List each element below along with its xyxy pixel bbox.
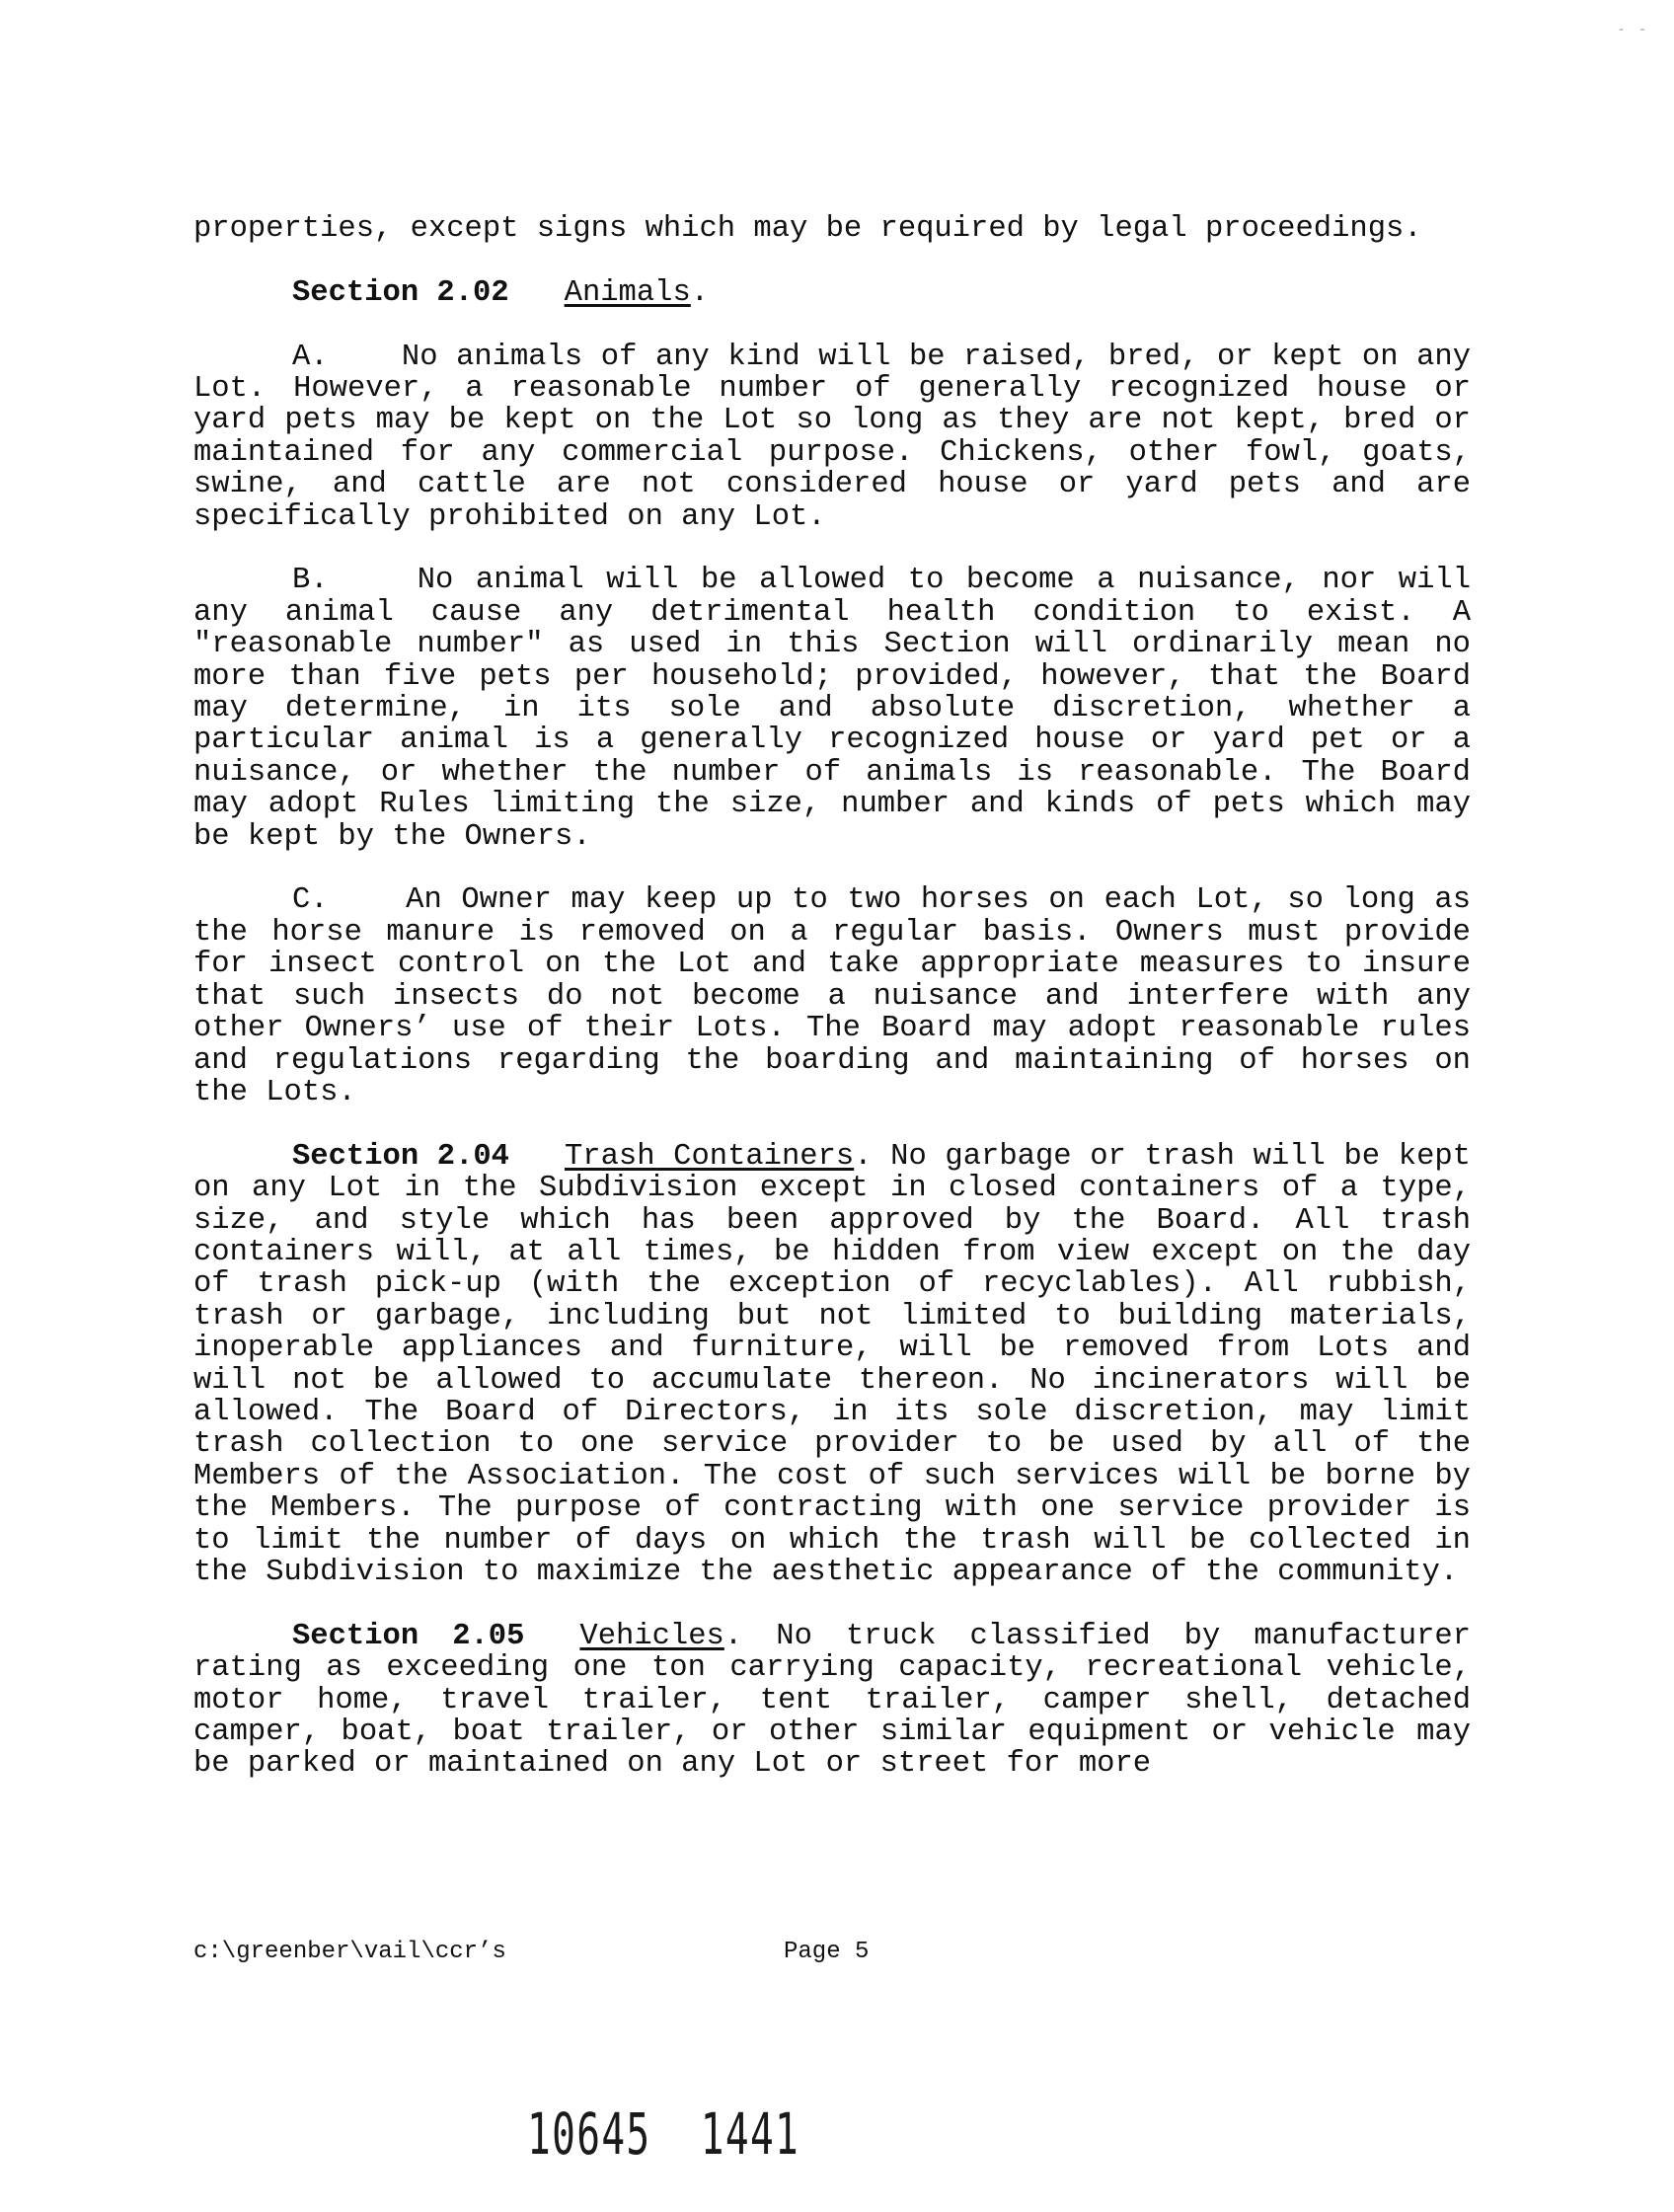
section-title: Animals xyxy=(564,275,691,310)
paragraph-marker: A. xyxy=(292,340,329,374)
section-label: Section 2.02 xyxy=(292,275,509,310)
section-label: Section 2.04 xyxy=(292,1139,509,1174)
continuation-paragraph: properties, except signs which may be required by legal proceedings. xyxy=(193,212,1422,246)
footer-page-number: Page 5 xyxy=(784,1939,870,1965)
section-2-02-paragraph-c xyxy=(193,884,1471,1108)
paragraph-marker: C. xyxy=(292,883,329,918)
paragraph-text: No animals of any kind will be raised, bred, or kept on any Lot. However, a reasonable number of generally recognized house or yard pets may be kept on the Lot so long as they are not kept, bred or maintained for any commercial purpose. Chickens, other fowl, goats, swine, and cattle are not considered house or yard pets and are specifically prohibited on any Lot. xyxy=(193,340,1471,534)
section-2-02-paragraph-a xyxy=(193,342,1471,533)
paragraph-marker: B. xyxy=(292,564,329,598)
section-text: No garbage or trash will be kept on any Lot in the Subdivision except in closed containers of a type, size, and style which has been approved by the Board. All trash containers will, at all times, be hidden from view except on the day of trash pick-up (with the exception of recyclables). All rubbish, trash or garbage, including but not limited to building materials, inoperable appliances and furniture, will be removed from Lots and will not be allowed to accumulate thereon. No incinerators will be allowed. The Board of Directors, in its sole discretion, may limit trash collection to one service provider to be used by all of the Members of the Association. The cost of such services will be borne by the Members. The purpose of contracting with one service provider is to limit the number of days on which the trash will be collected in the Subdivision to maximize the aesthetic appearance of the community. xyxy=(193,1139,1471,1589)
section-2-04-paragraph xyxy=(193,1141,1471,1589)
section-2-02-heading xyxy=(193,277,1471,309)
section-2-05-paragraph xyxy=(193,1621,1471,1781)
section-title-suffix: . xyxy=(690,275,710,310)
section-2-02-paragraph-b xyxy=(193,565,1471,853)
paragraph-text: No animal will be allowed to become a nuisance, nor will any animal cause any detrimental health condition to exist. A "reasonable number" as used in this Section will ordinarily mean no more than five pets per household; provided, however, that the Board may determine, in its sole and absolute discretion, whether a particular animal is a generally recognized house or yard pet or a nuisance, or whether the number of animals is reasonable. The Board may adopt Rules limiting the size, number and kinds of pets which may be kept by the Owners. xyxy=(193,564,1472,854)
section-text: No truck classified by manufacturer rating as exceeding one ton carrying capacity, recreational vehicle, motor home, travel trailer, tent trailer, camper shell, detached camper, boat, boat trailer, or other similar equipment or vehicle may be parked or maintained on any Lot or street for more xyxy=(193,1619,1471,1782)
section-title-suffix: . xyxy=(723,1619,743,1653)
body-text xyxy=(193,213,1471,1781)
paragraph-text: An Owner may keep up to two horses on each Lot, so long as the horse manure is removed on a regular basis. Owners must provide for insect control on the Lot and take appropriate measures to insure that such insects do not become a nuisance and interfere with any other Owners’ use of their Lots. The Board may adopt reasonable rules and regulations regarding the boarding and maintaining of horses on the Lots. xyxy=(193,883,1471,1109)
corner-scan-mark: - - xyxy=(1619,22,1651,38)
section-title: Vehicles xyxy=(579,1619,724,1653)
section-label: Section 2.05 xyxy=(292,1619,525,1653)
footer-file-path: c:\greenber\vail\ccr’s xyxy=(193,1939,506,1965)
section-title-suffix: . xyxy=(854,1139,873,1174)
section-title: Trash Containers xyxy=(565,1139,855,1174)
recording-number: 10645 1441 xyxy=(527,2100,800,2168)
